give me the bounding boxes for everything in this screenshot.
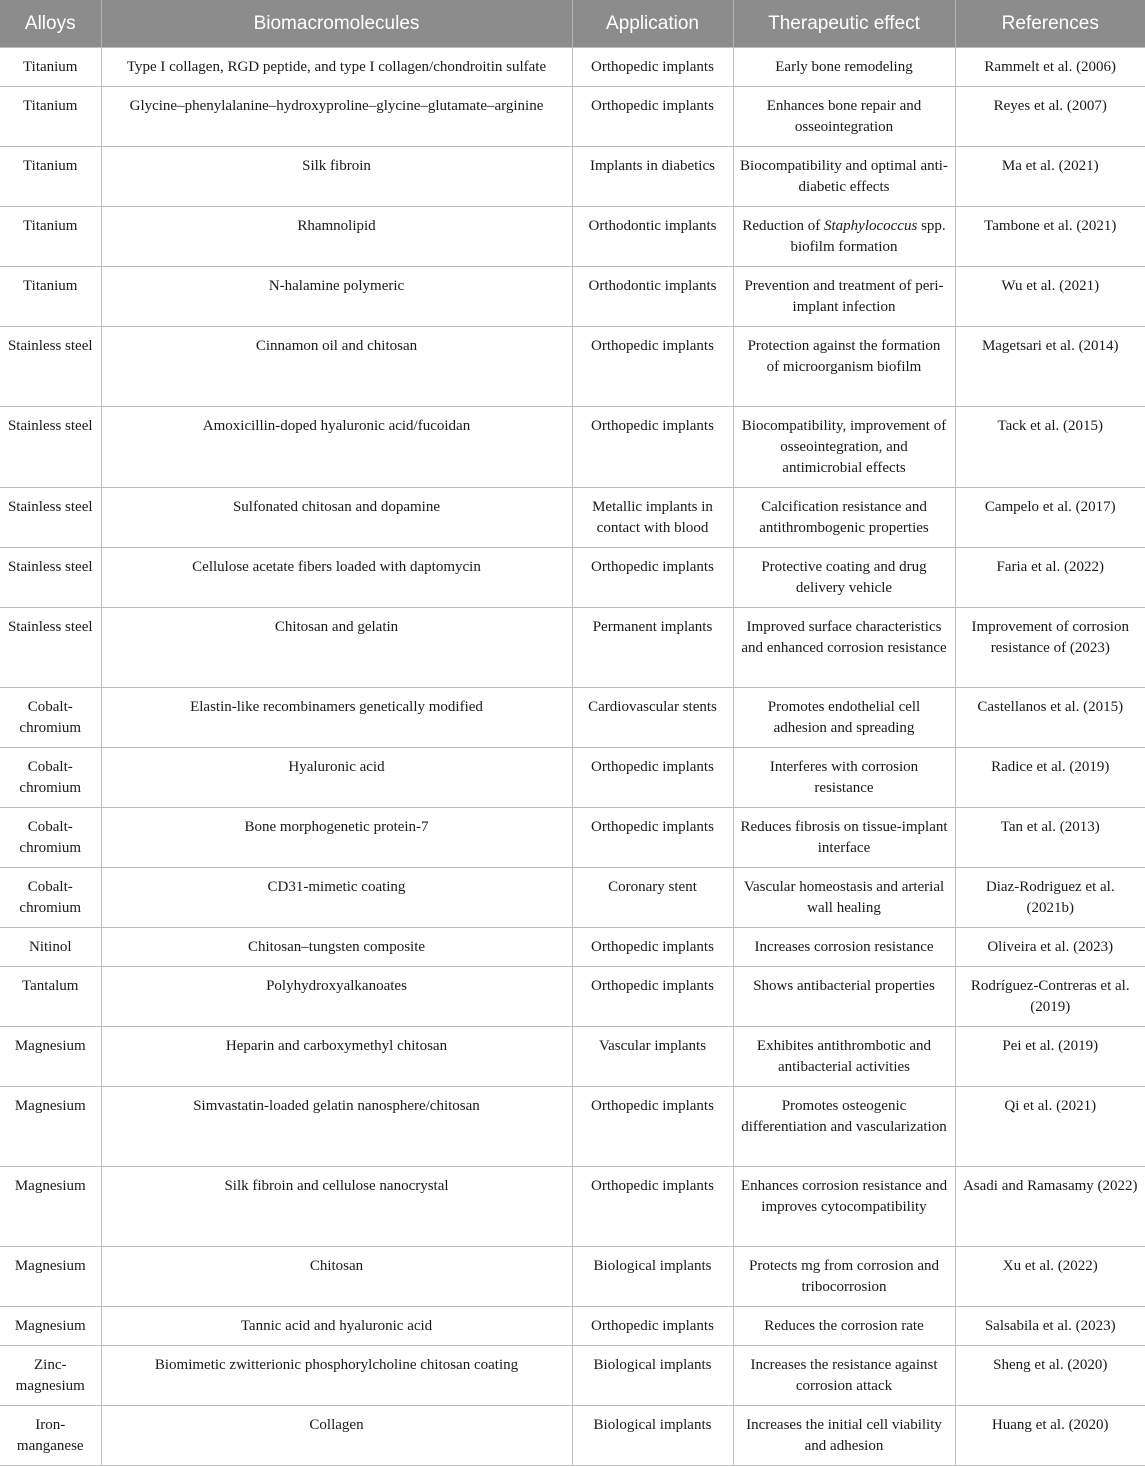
cell-therapeutic-effect: Calcification resistance and antithrombogenic properties (733, 488, 955, 548)
cell-therapeutic-effect: Enhances bone repair and osseointegration (733, 87, 955, 147)
cell-biomacromolecule: N-halamine polymeric (101, 267, 572, 327)
cell-reference: Rammelt et al. (2006) (955, 48, 1145, 87)
cell-application: Orthopedic implants (572, 48, 733, 87)
cell-reference: Campelo et al. (2017) (955, 488, 1145, 548)
cell-biomacromolecule: Silk fibroin (101, 147, 572, 207)
cell-therapeutic-effect: Exhibites antithrombotic and antibacterial activities (733, 1027, 955, 1087)
effect-text-italic: Staphylococcus (824, 218, 918, 234)
cell-reference: Tan et al. (2013) (955, 808, 1145, 868)
cell-reference: Xu et al. (2022) (955, 1247, 1145, 1307)
table-row (0, 87, 1145, 147)
table-row (0, 48, 1145, 87)
header-row (0, 0, 1145, 48)
table-row (0, 608, 1145, 688)
cell-alloy: Zinc-magnesium (0, 1346, 101, 1406)
cell-application: Metallic implants in contact with blood (572, 488, 733, 548)
table-row (0, 748, 1145, 808)
cell-alloy: Stainless steel (0, 548, 101, 608)
cell-application: Orthopedic implants (572, 1167, 733, 1247)
cell-reference: Pei et al. (2019) (955, 1027, 1145, 1087)
cell-therapeutic-effect: Shows antibacterial properties (733, 967, 955, 1027)
cell-application: Orthopedic implants (572, 407, 733, 488)
cell-alloy: Titanium (0, 48, 101, 87)
table-row (0, 488, 1145, 548)
table-row (0, 267, 1145, 327)
cell-therapeutic-effect: Prevention and treatment of peri-implant infection (733, 267, 955, 327)
cell-therapeutic-effect: Promotes osteogenic differentiation and vascularization (733, 1087, 955, 1167)
table-row (0, 407, 1145, 488)
cell-alloy: Titanium (0, 87, 101, 147)
cell-reference: Tambone et al. (2021) (955, 207, 1145, 267)
cell-biomacromolecule: Collagen (101, 1406, 572, 1466)
cell-application: Orthopedic implants (572, 808, 733, 868)
table-row (0, 1167, 1145, 1247)
cell-biomacromolecule: Heparin and carboxymethyl chitosan (101, 1027, 572, 1087)
cell-biomacromolecule: Chitosan–tungsten composite (101, 928, 572, 967)
table-row (0, 207, 1145, 267)
cell-application: Orthodontic implants (572, 267, 733, 327)
cell-biomacromolecule: Bone morphogenetic protein-7 (101, 808, 572, 868)
cell-reference: Reyes et al. (2007) (955, 87, 1145, 147)
cell-biomacromolecule: Chitosan (101, 1247, 572, 1307)
table-header (0, 0, 1145, 48)
cell-alloy: Stainless steel (0, 407, 101, 488)
cell-therapeutic-effect: Vascular homeostasis and arterial wall healing (733, 868, 955, 928)
header-therapeutic-effect: Therapeutic effect (733, 0, 955, 48)
cell-biomacromolecule: Elastin-like recombinamers genetically modified (101, 688, 572, 748)
cell-reference: Diaz-Rodriguez et al. (2021b) (955, 868, 1145, 928)
cell-alloy: Cobalt-chromium (0, 808, 101, 868)
cell-application: Coronary stent (572, 868, 733, 928)
table-row (0, 1307, 1145, 1346)
cell-therapeutic-effect: Reduces fibrosis on tissue-implant interface (733, 808, 955, 868)
cell-application: Biological implants (572, 1406, 733, 1466)
cell-biomacromolecule: Tannic acid and hyaluronic acid (101, 1307, 572, 1346)
cell-biomacromolecule: Biomimetic zwitterionic phosphorylcholine chitosan coating (101, 1346, 572, 1406)
cell-alloy: Cobalt-chromium (0, 688, 101, 748)
cell-reference: Oliveira et al. (2023) (955, 928, 1145, 967)
cell-application: Orthopedic implants (572, 1307, 733, 1346)
table-row (0, 928, 1145, 967)
cell-biomacromolecule: Cinnamon oil and chitosan (101, 327, 572, 407)
cell-alloy: Magnesium (0, 1027, 101, 1087)
cell-biomacromolecule: Hyaluronic acid (101, 748, 572, 808)
cell-alloy: Nitinol (0, 928, 101, 967)
table-row (0, 147, 1145, 207)
cell-therapeutic-effect: Protection against the formation of microorganism biofilm (733, 327, 955, 407)
cell-application: Orthopedic implants (572, 748, 733, 808)
table-row (0, 1087, 1145, 1167)
cell-therapeutic-effect (733, 207, 955, 267)
header-alloys: Alloys (0, 0, 101, 48)
cell-alloy: Stainless steel (0, 608, 101, 688)
cell-alloy: Stainless steel (0, 488, 101, 548)
cell-biomacromolecule: Amoxicillin-doped hyaluronic acid/fucoidan (101, 407, 572, 488)
table-body (0, 48, 1145, 1466)
cell-reference: Faria et al. (2022) (955, 548, 1145, 608)
cell-alloy: Stainless steel (0, 327, 101, 407)
cell-biomacromolecule: Simvastatin-loaded gelatin nanosphere/chitosan (101, 1087, 572, 1167)
cell-biomacromolecule: Rhamnolipid (101, 207, 572, 267)
cell-biomacromolecule: CD31-mimetic coating (101, 868, 572, 928)
cell-biomacromolecule: Glycine–phenylalanine–hydroxyproline–glycine–glutamate–arginine (101, 87, 572, 147)
cell-reference: Magetsari et al. (2014) (955, 327, 1145, 407)
cell-application: Orthopedic implants (572, 967, 733, 1027)
cell-alloy: Cobalt-chromium (0, 868, 101, 928)
cell-alloy: Titanium (0, 147, 101, 207)
table-row (0, 1346, 1145, 1406)
effect-text-start: Reduction of (742, 218, 824, 234)
cell-alloy: Cobalt-chromium (0, 748, 101, 808)
cell-application: Orthopedic implants (572, 87, 733, 147)
cell-reference: Huang et al. (2020) (955, 1406, 1145, 1466)
cell-biomacromolecule: Polyhydroxyalkanoates (101, 967, 572, 1027)
cell-therapeutic-effect: Increases corrosion resistance (733, 928, 955, 967)
cell-application: Biological implants (572, 1346, 733, 1406)
cell-therapeutic-effect: Early bone remodeling (733, 48, 955, 87)
cell-therapeutic-effect: Promotes endothelial cell adhesion and spreading (733, 688, 955, 748)
table-row (0, 1247, 1145, 1307)
table-row (0, 327, 1145, 407)
cell-biomacromolecule: Sulfonated chitosan and dopamine (101, 488, 572, 548)
cell-application: Orthopedic implants (572, 548, 733, 608)
cell-reference: Salsabila et al. (2023) (955, 1307, 1145, 1346)
cell-biomacromolecule: Silk fibroin and cellulose nanocrystal (101, 1167, 572, 1247)
cell-reference: Qi et al. (2021) (955, 1087, 1145, 1167)
cell-biomacromolecule: Type I collagen, RGD peptide, and type I collagen/chondroitin sulfate (101, 48, 572, 87)
cell-therapeutic-effect: Protects mg from corrosion and tribocorrosion (733, 1247, 955, 1307)
cell-alloy: Iron-manganese (0, 1406, 101, 1466)
cell-application: Vascular implants (572, 1027, 733, 1087)
cell-biomacromolecule: Chitosan and gelatin (101, 608, 572, 688)
cell-therapeutic-effect: Biocompatibility and optimal anti-diabetic effects (733, 147, 955, 207)
cell-reference: Rodríguez-Contreras et al. (2019) (955, 967, 1145, 1027)
cell-application: Orthopedic implants (572, 327, 733, 407)
cell-reference: Castellanos et al. (2015) (955, 688, 1145, 748)
table-row (0, 868, 1145, 928)
cell-alloy: Titanium (0, 267, 101, 327)
table-row (0, 967, 1145, 1027)
cell-application: Orthopedic implants (572, 928, 733, 967)
cell-therapeutic-effect: Reduces the corrosion rate (733, 1307, 955, 1346)
cell-therapeutic-effect: Increases the resistance against corrosion attack (733, 1346, 955, 1406)
cell-reference: Asadi and Ramasamy (2022) (955, 1167, 1145, 1247)
cell-biomacromolecule: Cellulose acetate fibers loaded with daptomycin (101, 548, 572, 608)
cell-application: Biological implants (572, 1247, 733, 1307)
cell-alloy: Magnesium (0, 1247, 101, 1307)
cell-reference: Improvement of corrosion resistance of (2023) (955, 608, 1145, 688)
cell-alloy: Tantalum (0, 967, 101, 1027)
cell-reference: Radice et al. (2019) (955, 748, 1145, 808)
cell-therapeutic-effect: Improved surface characteristics and enhanced corrosion resistance (733, 608, 955, 688)
cell-alloy: Magnesium (0, 1307, 101, 1346)
cell-alloy: Titanium (0, 207, 101, 267)
cell-reference: Tack et al. (2015) (955, 407, 1145, 488)
table-row (0, 1027, 1145, 1087)
table-row (0, 1406, 1145, 1466)
cell-alloy: Magnesium (0, 1087, 101, 1167)
header-references: References (955, 0, 1145, 48)
cell-application: Orthodontic implants (572, 207, 733, 267)
table-row (0, 688, 1145, 748)
cell-reference: Ma et al. (2021) (955, 147, 1145, 207)
header-application: Application (572, 0, 733, 48)
cell-reference: Sheng et al. (2020) (955, 1346, 1145, 1406)
cell-therapeutic-effect: Increases the initial cell viability and adhesion (733, 1406, 955, 1466)
cell-application: Orthopedic implants (572, 1087, 733, 1167)
header-biomacromolecules: Biomacromolecules (101, 0, 572, 48)
effect-text-end: spp. biofilm formation (790, 218, 946, 255)
cell-therapeutic-effect: Enhances corrosion resistance and improves cytocompatibility (733, 1167, 955, 1247)
cell-reference: Wu et al. (2021) (955, 267, 1145, 327)
cell-therapeutic-effect: Biocompatibility, improvement of osseointegration, and antimicrobial effects (733, 407, 955, 488)
cell-alloy: Magnesium (0, 1167, 101, 1247)
cell-therapeutic-effect: Interferes with corrosion resistance (733, 748, 955, 808)
cell-application: Cardiovascular stents (572, 688, 733, 748)
cell-application: Permanent implants (572, 608, 733, 688)
table-row (0, 808, 1145, 868)
cell-application: Implants in diabetics (572, 147, 733, 207)
cell-therapeutic-effect: Protective coating and drug delivery vehicle (733, 548, 955, 608)
table-row (0, 548, 1145, 608)
